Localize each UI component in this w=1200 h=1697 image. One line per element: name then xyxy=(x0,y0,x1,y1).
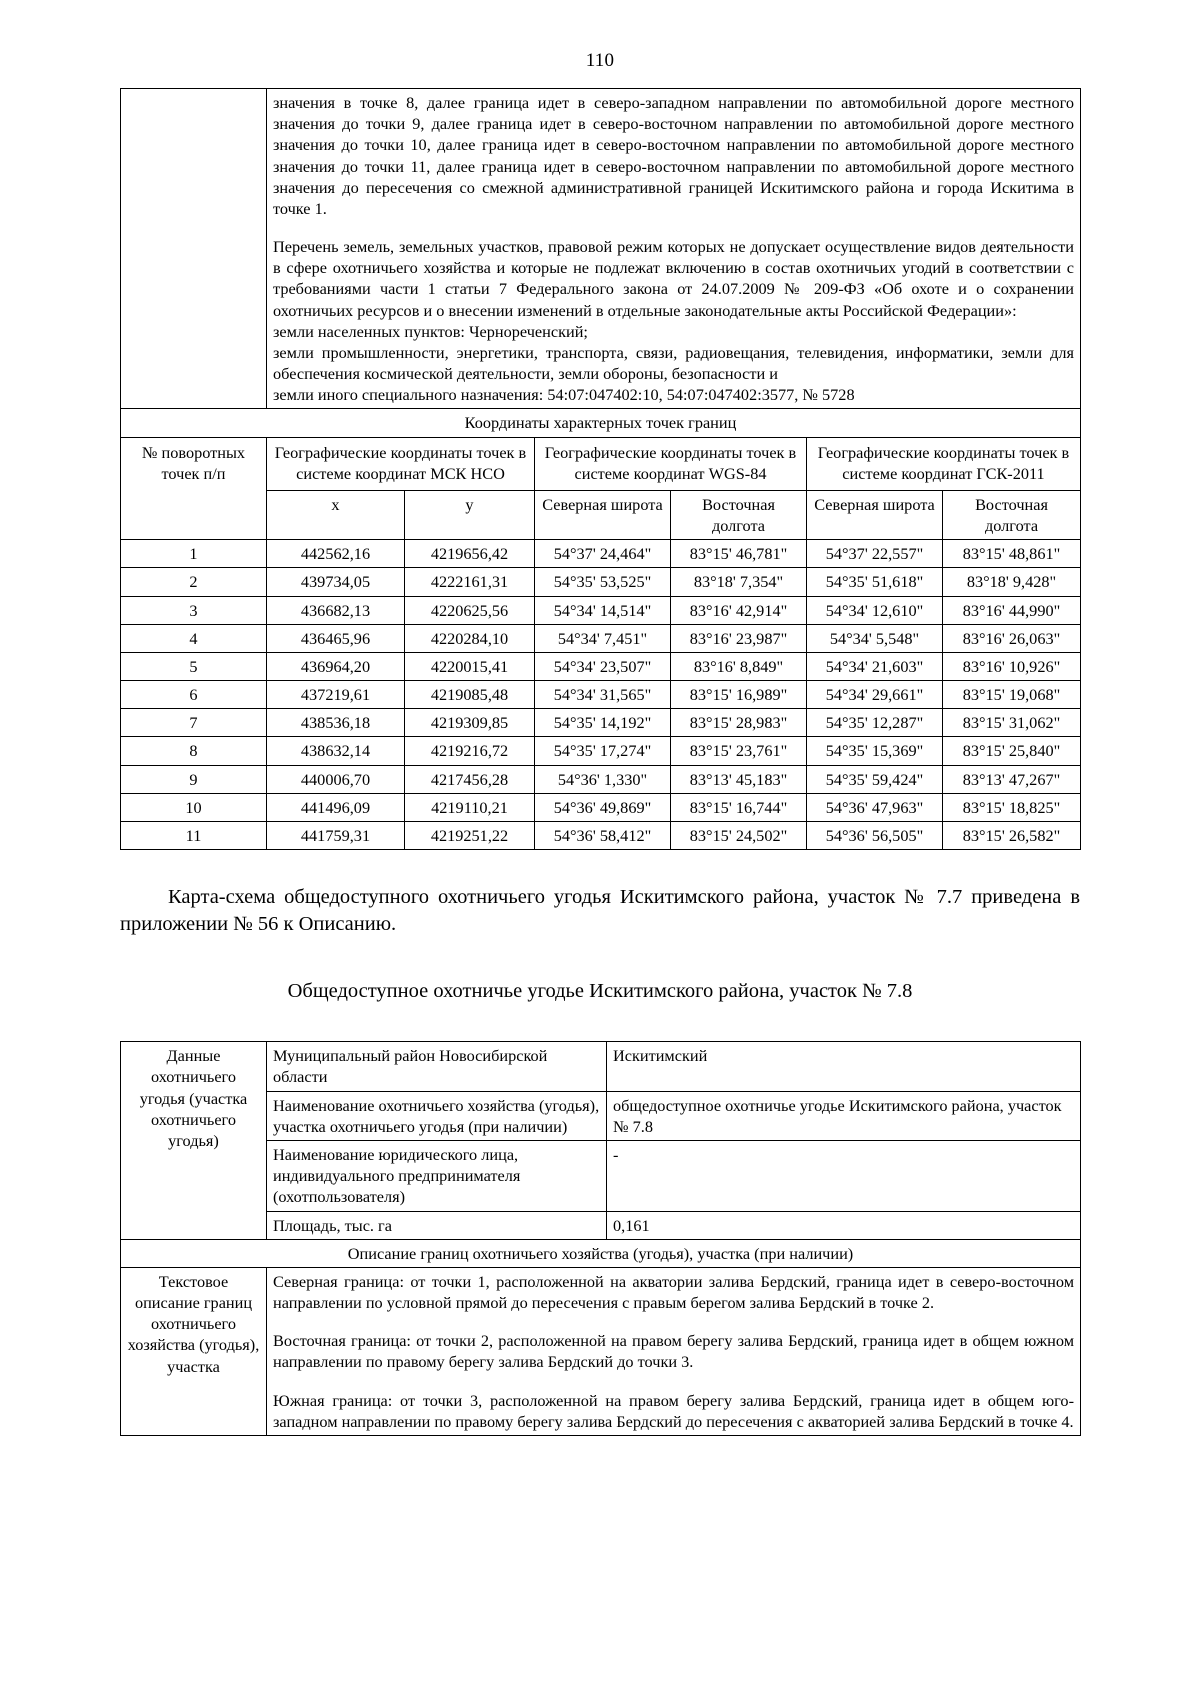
description-text-cell xyxy=(267,1267,1081,1435)
map-reference-paragraph: Карта-схема общедоступного охотничьего угодья Искитимского района, участок № 7.7 приведена в приложении № 56 к Описанию. xyxy=(120,886,1080,936)
coord-cell-x: 436682,13 xyxy=(267,596,405,624)
coord-cell-wgs-n: 54°35' 53,525" xyxy=(535,568,671,596)
description-row xyxy=(121,1267,1081,1435)
table-row xyxy=(121,737,1081,765)
coord-cell-gsk-n: 54°35' 59,424" xyxy=(807,765,943,793)
coord-cell-wgs-e: 83°15' 28,983" xyxy=(671,709,807,737)
coord-subheader-gsk-north: Северная широта xyxy=(807,490,943,539)
coord-cell-wgs-e: 83°15' 23,761" xyxy=(671,737,807,765)
narrative-row xyxy=(121,89,1081,409)
coord-cell-y: 4219110,21 xyxy=(405,793,535,821)
coord-banner: Координаты характерных точек границ xyxy=(121,409,1081,437)
coord-cell-gsk-e: 83°16' 44,990" xyxy=(943,596,1081,624)
table-row xyxy=(121,765,1081,793)
table-row xyxy=(121,821,1081,849)
coord-cell-gsk-n: 54°34' 12,610" xyxy=(807,596,943,624)
coord-cell-x: 441759,31 xyxy=(267,821,405,849)
coord-subheader-wgs-north: Северная широта xyxy=(535,490,671,539)
paragraph-gap xyxy=(273,1373,1074,1390)
hunting-ground-info-table xyxy=(120,1041,1081,1436)
coord-cell-wgs-e: 83°15' 46,781" xyxy=(671,540,807,568)
coord-header-group-gsk: Географические координаты точек в системе координат ГСК-2011 xyxy=(807,437,1081,490)
coord-cell-x: 439734,05 xyxy=(267,568,405,596)
coord-cell-y: 4219309,85 xyxy=(405,709,535,737)
coord-cell-wgs-e: 83°15' 24,502" xyxy=(671,821,807,849)
paragraph-gap xyxy=(273,219,1074,236)
coord-cell-wgs-e: 83°15' 16,744" xyxy=(671,793,807,821)
coord-cell-n: 2 xyxy=(121,568,267,596)
coord-cell-gsk-e: 83°15' 31,062" xyxy=(943,709,1081,737)
narrative-text-cell xyxy=(267,89,1081,409)
coord-cell-wgs-e: 83°13' 45,183" xyxy=(671,765,807,793)
coord-header-point-no: № поворотных точек п/п xyxy=(121,437,267,540)
info-row-value: Искитимский xyxy=(607,1042,1081,1091)
narrative-line-settlements: земли населенных пунктов: Чернореченский; xyxy=(273,321,588,341)
coord-cell-x: 436964,20 xyxy=(267,652,405,680)
coord-banner-row xyxy=(121,409,1081,437)
info-row xyxy=(121,1042,1081,1091)
coord-subheader-y: y xyxy=(405,490,535,539)
info-row-value: - xyxy=(607,1140,1081,1211)
coord-cell-gsk-e: 83°15' 19,068" xyxy=(943,681,1081,709)
coord-header-group-msk: Географические координаты точек в системе координат МСК НСО xyxy=(267,437,535,490)
coord-cell-wgs-e: 83°15' 16,989" xyxy=(671,681,807,709)
coord-cell-gsk-n: 54°34' 5,548" xyxy=(807,624,943,652)
description-paragraphs xyxy=(273,1271,1074,1432)
coord-cell-gsk-e: 83°16' 26,063" xyxy=(943,624,1081,652)
info-row-label: Муниципальный район Новосибирской области xyxy=(267,1042,607,1091)
coord-cell-y: 4220625,56 xyxy=(405,596,535,624)
coord-cell-x: 440006,70 xyxy=(267,765,405,793)
coord-cell-y: 4222161,31 xyxy=(405,568,535,596)
coord-cell-y: 4219251,22 xyxy=(405,821,535,849)
coord-cell-gsk-e: 83°18' 9,428" xyxy=(943,568,1081,596)
info-rows-body xyxy=(121,1042,1081,1239)
coord-cell-gsk-e: 83°15' 25,840" xyxy=(943,737,1081,765)
coord-header-group-wgs: Географические координаты точек в системе координат WGS-84 xyxy=(535,437,807,490)
coord-cell-n: 3 xyxy=(121,596,267,624)
paragraph-gap xyxy=(273,1313,1074,1330)
coord-cell-gsk-n: 54°35' 51,618" xyxy=(807,568,943,596)
info-row-value: 0,161 xyxy=(607,1211,1081,1239)
coord-cell-wgs-n: 54°35' 17,274" xyxy=(535,737,671,765)
narrative-paragraph-3: земли промышленности, энергетики, транспорта, связи, радиовещания, телевидения, информатики, земли для обеспечения космической деятельности, земли обороны, безопасности и xyxy=(273,342,1075,384)
coord-cell-gsk-e: 83°15' 18,825" xyxy=(943,793,1081,821)
table-row xyxy=(121,793,1081,821)
description-banner: Описание границ охотничьего хозяйства (угодья), участка (при наличии) xyxy=(121,1239,1081,1267)
coord-cell-n: 5 xyxy=(121,652,267,680)
page-number: 110 xyxy=(585,50,615,71)
coord-cell-gsk-e: 83°13' 47,267" xyxy=(943,765,1081,793)
coord-cell-wgs-n: 54°35' 14,192" xyxy=(535,709,671,737)
coord-cell-x: 438536,18 xyxy=(267,709,405,737)
info-row-label: Наименование охотничьего хозяйства (угодья), участка охотничьего угодья (при наличии) xyxy=(267,1091,607,1140)
info-row-label: Наименование юридического лица, индивидуального предпринимателя (охотпользователя) xyxy=(267,1140,607,1211)
coord-cell-x: 442562,16 xyxy=(267,540,405,568)
page-content xyxy=(120,88,1080,1436)
coord-cell-x: 437219,61 xyxy=(267,681,405,709)
narrative-paragraph-2: Перечень земель, земельных участков, правовой режим которых не допускает осуществление видов деятельности в сфере охотничьего хозяйства и которые не подлежат включению в состав охотничьих угодий в соответствии с требованиями части 1 статьи 7 Федерального закона от 24.07.2009 № 209-ФЗ «Об охоте и о сохранении охотничьих ресурсов и о внесении изменений в отдельные законодательные акты Российской Федерации»: xyxy=(273,237,1075,320)
table-row xyxy=(121,596,1081,624)
coord-subheader-gsk-east: Восточная долгота xyxy=(943,490,1081,539)
coord-cell-y: 4219216,72 xyxy=(405,737,535,765)
table-row xyxy=(121,709,1081,737)
coord-subheader-x: x xyxy=(267,490,405,539)
coord-cell-wgs-n: 54°36' 58,412" xyxy=(535,821,671,849)
narrative-paragraph-1: значения в точке 8, далее граница идет в северо-западном направлении по автомобильной дороге местного значения до точки 9, далее граница идет в северо-восточном направлении по автомобильной дороге местного значения до точки 10, далее граница идет в северо-восточном направлении по автомобильной дороге местного значения до точки 11, далее граница идет в северо-восточном направлении по автомобильной дороге местного значения до пересечения со смежной административной границей Искитимского района и города Искитима в точке 1. xyxy=(273,93,1075,218)
table-row xyxy=(121,681,1081,709)
coord-cell-wgs-n: 54°36' 1,330" xyxy=(535,765,671,793)
description-label: Текстовое описание границ охотничьего хозяйства (угодья), участка xyxy=(121,1267,267,1435)
coord-cell-y: 4219085,48 xyxy=(405,681,535,709)
coord-cell-gsk-e: 83°16' 10,926" xyxy=(943,652,1081,680)
coord-cell-y: 4217456,28 xyxy=(405,765,535,793)
description-banner-row xyxy=(121,1239,1081,1267)
coord-cell-wgs-n: 54°37' 24,464" xyxy=(535,540,671,568)
coord-cell-wgs-n: 54°34' 23,507" xyxy=(535,652,671,680)
coord-subheader-wgs-east: Восточная долгота xyxy=(671,490,807,539)
coord-cell-n: 10 xyxy=(121,793,267,821)
narrative-line-special: земли иного специального назначения: 54:07:047402:10, 54:07:047402:3577, № 5728 xyxy=(273,385,855,405)
narrative-left-empty-cell xyxy=(121,89,267,409)
coord-cell-wgs-n: 54°34' 14,514" xyxy=(535,596,671,624)
coord-cell-wgs-e: 83°16' 8,849" xyxy=(671,652,807,680)
description-paragraph: Южная граница: от точки 3, расположенной на правом берегу залива Бердский, граница идет в общем юго-западном направлении по правому берегу залива Бердский до пересечения с акваторией залива Бердский в точке 4. xyxy=(273,1390,1074,1431)
table-row xyxy=(121,652,1081,680)
coord-cell-gsk-e: 83°15' 48,861" xyxy=(943,540,1081,568)
coord-cell-gsk-n: 54°34' 21,603" xyxy=(807,652,943,680)
coord-cell-n: 9 xyxy=(121,765,267,793)
coord-cell-gsk-n: 54°36' 56,505" xyxy=(807,821,943,849)
table-row xyxy=(121,568,1081,596)
section-heading: Общедоступное охотничье угодье Искитимского района, участок № 7.8 xyxy=(287,980,913,1003)
table-row xyxy=(121,624,1081,652)
coord-cell-wgs-e: 83°18' 7,354" xyxy=(671,568,807,596)
coord-cell-wgs-e: 83°16' 23,987" xyxy=(671,624,807,652)
coord-cell-gsk-n: 54°37' 22,557" xyxy=(807,540,943,568)
coord-cell-y: 4220284,10 xyxy=(405,624,535,652)
coord-cell-n: 7 xyxy=(121,709,267,737)
coord-rows-body xyxy=(121,540,1081,850)
info-group-label: Данные охотничьего угодья (участка охотничьего угодья) xyxy=(121,1042,267,1239)
description-paragraph: Северная граница: от точки 1, расположенной на акватории залива Бердский, граница идет в северо-восточном направлении по условной прямой до пересечения с правым берегом залива Бердский в точке 2. xyxy=(273,1271,1074,1313)
coord-cell-y: 4220015,41 xyxy=(405,652,535,680)
coord-cell-gsk-n: 54°34' 29,661" xyxy=(807,681,943,709)
coord-cell-n: 8 xyxy=(121,737,267,765)
coord-cell-n: 6 xyxy=(121,681,267,709)
coord-cell-wgs-n: 54°34' 7,451" xyxy=(535,624,671,652)
table-row xyxy=(121,540,1081,568)
top-section-table xyxy=(120,88,1081,850)
coord-cell-n: 1 xyxy=(121,540,267,568)
coord-cell-gsk-n: 54°36' 47,963" xyxy=(807,793,943,821)
coord-cell-wgs-n: 54°36' 49,869" xyxy=(535,793,671,821)
coord-cell-x: 436465,96 xyxy=(267,624,405,652)
info-row-value: общедоступное охотничье угодье Искитимского района, участок № 7.8 xyxy=(607,1091,1081,1140)
coord-cell-y: 4219656,42 xyxy=(405,540,535,568)
coord-cell-wgs-n: 54°34' 31,565" xyxy=(535,681,671,709)
coord-cell-gsk-n: 54°35' 12,287" xyxy=(807,709,943,737)
coord-cell-gsk-e: 83°15' 26,582" xyxy=(943,821,1081,849)
description-paragraph: Восточная граница: от точки 2, расположенной на правом берегу залива Бердский, граница идет в общем южном направлении по правому берегу залива Бердский до точки 3. xyxy=(273,1331,1074,1372)
coord-cell-x: 438632,14 xyxy=(267,737,405,765)
coord-cell-gsk-n: 54°35' 15,369" xyxy=(807,737,943,765)
info-row-label: Площадь, тыс. га xyxy=(267,1211,607,1239)
coord-cell-x: 441496,09 xyxy=(267,793,405,821)
coord-cell-wgs-e: 83°16' 42,914" xyxy=(671,596,807,624)
coord-header-row-groups xyxy=(121,437,1081,490)
coord-cell-n: 11 xyxy=(121,821,267,849)
coord-cell-n: 4 xyxy=(121,624,267,652)
